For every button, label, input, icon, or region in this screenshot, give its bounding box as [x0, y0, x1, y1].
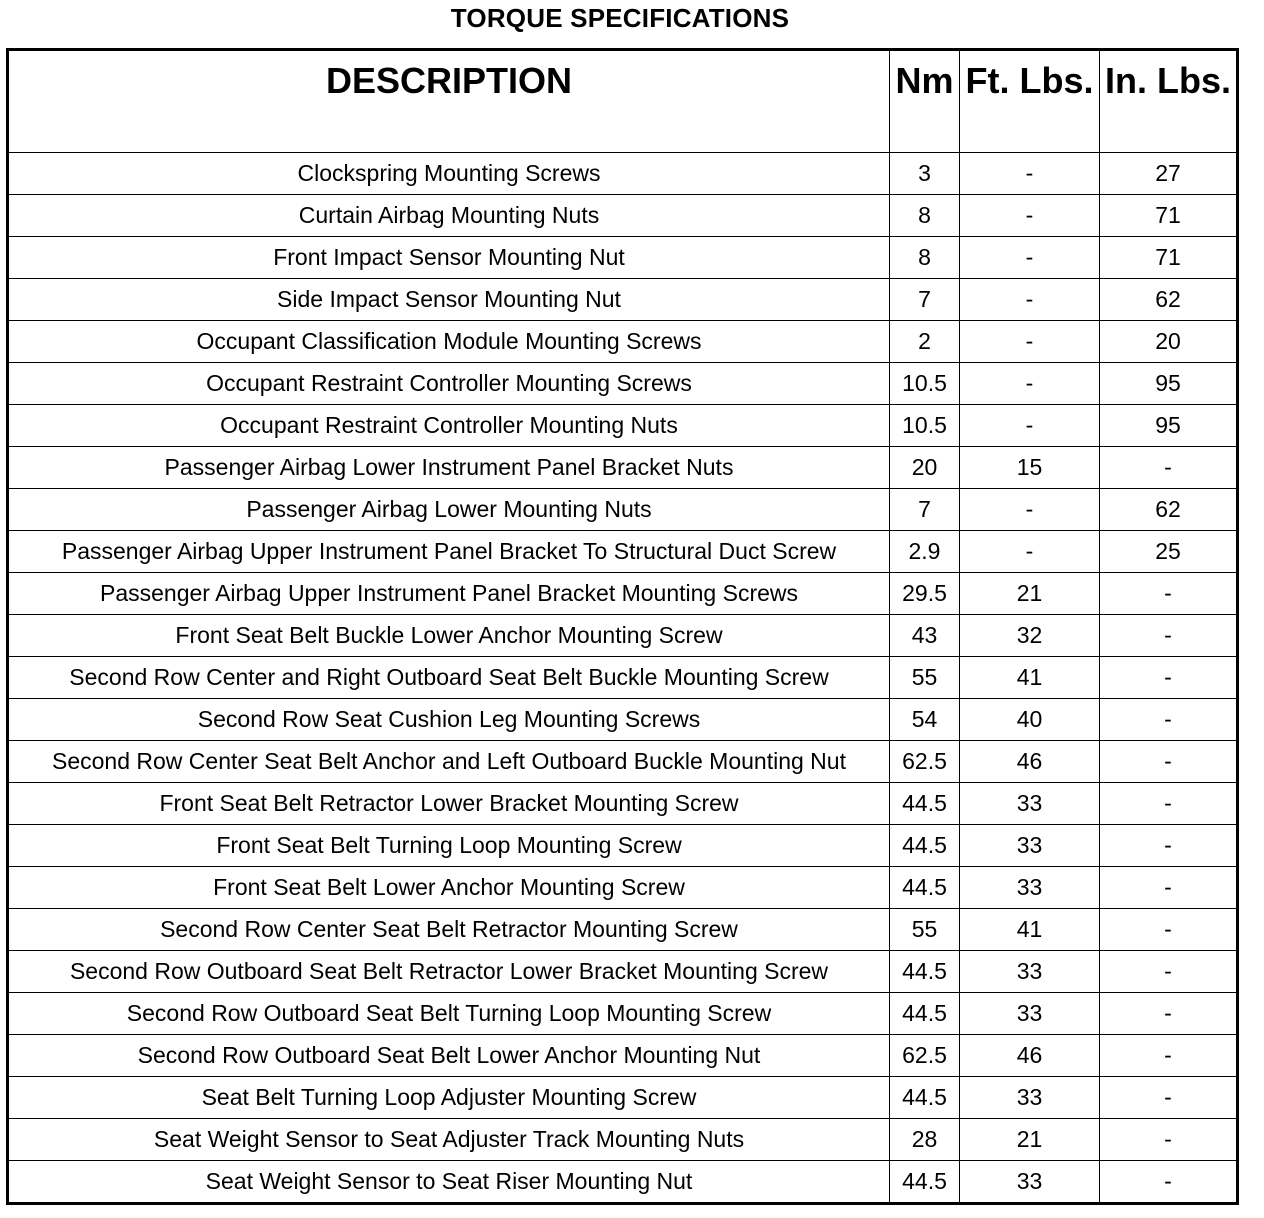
table-row: [8, 531, 1238, 573]
description-cell: Second Row Seat Cushion Leg Mounting Screws: [8, 699, 890, 741]
description-cell: Front Impact Sensor Mounting Nut: [8, 237, 890, 279]
in-lbs-cell: -: [1100, 573, 1238, 615]
ft-lbs-cell: 33: [960, 825, 1100, 867]
description-cell: Occupant Restraint Controller Mounting Screws: [8, 363, 890, 405]
description-cell: Second Row Center Seat Belt Anchor and Left Outboard Buckle Mounting Nut: [8, 741, 890, 783]
nm-cell: 62.5: [890, 1035, 960, 1077]
nm-cell: 7: [890, 279, 960, 321]
description-cell: Curtain Airbag Mounting Nuts: [8, 195, 890, 237]
description-cell: Front Seat Belt Lower Anchor Mounting Screw: [8, 867, 890, 909]
torque-spec-table: [6, 48, 1239, 1205]
table-row: [8, 321, 1238, 363]
ft-lbs-cell: 33: [960, 993, 1100, 1035]
table-row: [8, 237, 1238, 279]
ft-lbs-cell: 33: [960, 1161, 1100, 1204]
table-row: [8, 405, 1238, 447]
nm-cell: 44.5: [890, 867, 960, 909]
table-row: [8, 867, 1238, 909]
nm-cell: 44.5: [890, 825, 960, 867]
nm-cell: 2.9: [890, 531, 960, 573]
in-lbs-cell: 27: [1100, 153, 1238, 195]
nm-cell: 28: [890, 1119, 960, 1161]
ft-lbs-cell: -: [960, 321, 1100, 363]
in-lbs-cell: -: [1100, 909, 1238, 951]
in-lbs-cell: -: [1100, 741, 1238, 783]
ft-lbs-cell: 33: [960, 867, 1100, 909]
nm-cell: 10.5: [890, 405, 960, 447]
in-lbs-cell: -: [1100, 1161, 1238, 1204]
table-row: [8, 1161, 1238, 1204]
table-row: [8, 195, 1238, 237]
description-cell: Clockspring Mounting Screws: [8, 153, 890, 195]
nm-cell: 55: [890, 909, 960, 951]
in-lbs-cell: -: [1100, 951, 1238, 993]
table-row: [8, 1077, 1238, 1119]
table-row: [8, 699, 1238, 741]
in-lbs-cell: -: [1100, 615, 1238, 657]
nm-cell: 43: [890, 615, 960, 657]
in-lbs-cell: 62: [1100, 279, 1238, 321]
table-row: [8, 363, 1238, 405]
in-lbs-cell: 71: [1100, 237, 1238, 279]
description-cell: Front Seat Belt Turning Loop Mounting Screw: [8, 825, 890, 867]
table-row: [8, 951, 1238, 993]
table-row: [8, 615, 1238, 657]
nm-cell: 2: [890, 321, 960, 363]
nm-cell: 54: [890, 699, 960, 741]
page-title: TORQUE SPECIFICATIONS: [450, 3, 790, 33]
nm-cell: 8: [890, 195, 960, 237]
description-cell: Second Row Outboard Seat Belt Lower Anchor Mounting Nut: [8, 1035, 890, 1077]
description-cell: Passenger Airbag Upper Instrument Panel Bracket To Structural Duct Screw: [8, 531, 890, 573]
in-lbs-cell: 71: [1100, 195, 1238, 237]
in-lbs-cell: -: [1100, 867, 1238, 909]
in-lbs-cell: -: [1100, 1035, 1238, 1077]
description-cell: Front Seat Belt Retractor Lower Bracket Mounting Screw: [8, 783, 890, 825]
in-lbs-cell: -: [1100, 825, 1238, 867]
table-row: [8, 783, 1238, 825]
table-row: [8, 447, 1238, 489]
in-lbs-cell: 62: [1100, 489, 1238, 531]
description-cell: Seat Weight Sensor to Seat Adjuster Track Mounting Nuts: [8, 1119, 890, 1161]
nm-cell: 44.5: [890, 1161, 960, 1204]
in-lbs-cell: -: [1100, 993, 1238, 1035]
description-cell: Passenger Airbag Upper Instrument Panel Bracket Mounting Screws: [8, 573, 890, 615]
table-row: [8, 573, 1238, 615]
nm-cell: 7: [890, 489, 960, 531]
ft-lbs-cell: 41: [960, 909, 1100, 951]
description-cell: Second Row Outboard Seat Belt Turning Loop Mounting Screw: [8, 993, 890, 1035]
nm-cell: 29.5: [890, 573, 960, 615]
ft-lbs-cell: 33: [960, 783, 1100, 825]
nm-cell: 55: [890, 657, 960, 699]
header-ft-lbs: Ft. Lbs.: [960, 50, 1100, 153]
table-header-row: [8, 50, 1238, 153]
ft-lbs-cell: 21: [960, 1119, 1100, 1161]
ft-lbs-cell: 33: [960, 951, 1100, 993]
header-in-lbs: In. Lbs.: [1100, 50, 1238, 153]
table-row: [8, 153, 1238, 195]
nm-cell: 44.5: [890, 993, 960, 1035]
nm-cell: 3: [890, 153, 960, 195]
nm-cell: 44.5: [890, 951, 960, 993]
table-row: [8, 825, 1238, 867]
table-row: [8, 993, 1238, 1035]
nm-cell: 62.5: [890, 741, 960, 783]
ft-lbs-cell: -: [960, 279, 1100, 321]
description-cell: Front Seat Belt Buckle Lower Anchor Mounting Screw: [8, 615, 890, 657]
description-cell: Seat Belt Turning Loop Adjuster Mounting Screw: [8, 1077, 890, 1119]
ft-lbs-cell: 46: [960, 1035, 1100, 1077]
in-lbs-cell: -: [1100, 447, 1238, 489]
nm-cell: 44.5: [890, 1077, 960, 1119]
ft-lbs-cell: -: [960, 195, 1100, 237]
table-body: [8, 153, 1238, 1204]
in-lbs-cell: -: [1100, 699, 1238, 741]
in-lbs-cell: -: [1100, 657, 1238, 699]
description-cell: Occupant Restraint Controller Mounting Nuts: [8, 405, 890, 447]
in-lbs-cell: -: [1100, 783, 1238, 825]
in-lbs-cell: -: [1100, 1077, 1238, 1119]
ft-lbs-cell: -: [960, 405, 1100, 447]
description-cell: Side Impact Sensor Mounting Nut: [8, 279, 890, 321]
description-cell: Passenger Airbag Lower Mounting Nuts: [8, 489, 890, 531]
in-lbs-cell: 25: [1100, 531, 1238, 573]
table-row: [8, 909, 1238, 951]
table-row: [8, 279, 1238, 321]
ft-lbs-cell: 15: [960, 447, 1100, 489]
header-nm: Nm: [890, 50, 960, 153]
ft-lbs-cell: 33: [960, 1077, 1100, 1119]
table-row: [8, 1035, 1238, 1077]
description-cell: Passenger Airbag Lower Instrument Panel Bracket Nuts: [8, 447, 890, 489]
description-cell: Occupant Classification Module Mounting Screws: [8, 321, 890, 363]
table-row: [8, 741, 1238, 783]
nm-cell: 44.5: [890, 783, 960, 825]
ft-lbs-cell: -: [960, 531, 1100, 573]
description-cell: Seat Weight Sensor to Seat Riser Mounting Nut: [8, 1161, 890, 1204]
description-cell: Second Row Center Seat Belt Retractor Mounting Screw: [8, 909, 890, 951]
ft-lbs-cell: 32: [960, 615, 1100, 657]
table-row: [8, 657, 1238, 699]
in-lbs-cell: 95: [1100, 363, 1238, 405]
in-lbs-cell: 95: [1100, 405, 1238, 447]
ft-lbs-cell: -: [960, 153, 1100, 195]
description-cell: Second Row Center and Right Outboard Seat Belt Buckle Mounting Screw: [8, 657, 890, 699]
table-row: [8, 489, 1238, 531]
in-lbs-cell: 20: [1100, 321, 1238, 363]
nm-cell: 8: [890, 237, 960, 279]
in-lbs-cell: -: [1100, 1119, 1238, 1161]
ft-lbs-cell: -: [960, 489, 1100, 531]
ft-lbs-cell: 46: [960, 741, 1100, 783]
ft-lbs-cell: 21: [960, 573, 1100, 615]
ft-lbs-cell: -: [960, 363, 1100, 405]
nm-cell: 10.5: [890, 363, 960, 405]
description-cell: Second Row Outboard Seat Belt Retractor Lower Bracket Mounting Screw: [8, 951, 890, 993]
ft-lbs-cell: 41: [960, 657, 1100, 699]
nm-cell: 20: [890, 447, 960, 489]
ft-lbs-cell: 40: [960, 699, 1100, 741]
header-description: DESCRIPTION: [8, 50, 890, 153]
ft-lbs-cell: -: [960, 237, 1100, 279]
table-row: [8, 1119, 1238, 1161]
